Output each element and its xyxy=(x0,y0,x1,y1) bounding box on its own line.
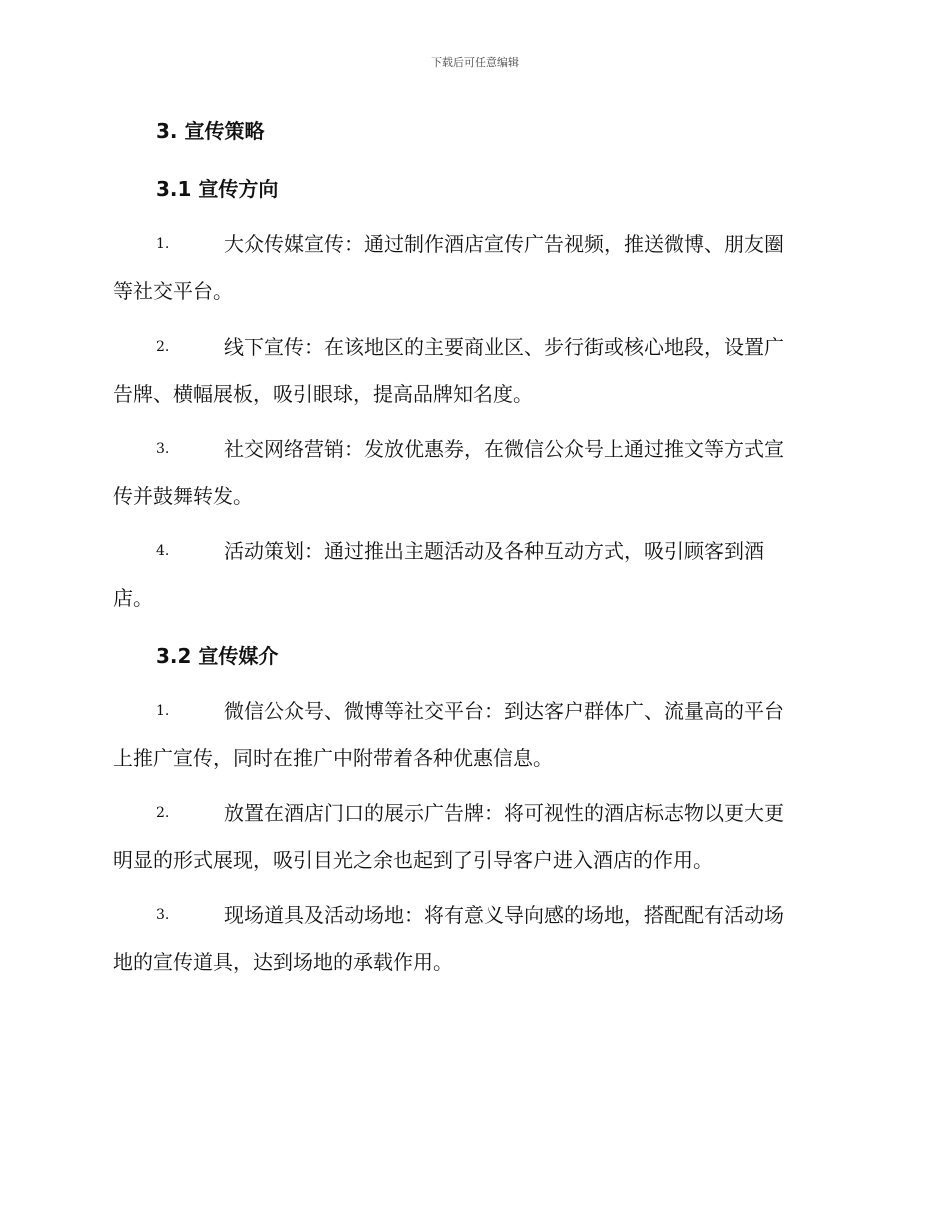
list-item xyxy=(113,221,833,315)
subsection-title-media: 3.2 宣传媒介 xyxy=(156,644,279,668)
list-item-text: 社交网络营销：发放优惠券，在微信公众号上通过推文等方式宣 xyxy=(224,437,784,461)
list-item-text: 现场道具及活动场地：将有意义导向感的场地，搭配配有活动场 xyxy=(224,903,784,927)
list-item-text-continued: 告牌、横幅展板，吸引眼球，提高品牌知名度。 xyxy=(113,382,533,406)
list-item-number: 4. xyxy=(156,543,170,559)
list-item xyxy=(113,324,833,418)
list-item-text-continued: 明显的形式展现，吸引目光之余也起到了引导客户进入酒店的作用。 xyxy=(113,848,713,872)
list-item-number: 2. xyxy=(156,339,170,355)
section-title: 3. 宣传策略 xyxy=(156,119,265,143)
list-item-text: 大众传媒宣传：通过制作酒店宣传广告视频，推送微博、朋友圈 xyxy=(224,232,784,256)
list-item xyxy=(113,790,833,884)
list-item xyxy=(113,892,833,986)
list-item xyxy=(113,426,833,520)
list-item-text: 放置在酒店门口的展示广告牌：将可视性的酒店标志物以更大更 xyxy=(224,801,784,825)
list-item-number: 3. xyxy=(156,441,170,457)
list-item-number: 2. xyxy=(156,805,170,821)
list-item xyxy=(113,528,833,622)
list-item-number: 1. xyxy=(156,703,170,719)
list-item xyxy=(113,688,833,782)
header-note: 下载后可任意编辑 xyxy=(431,56,519,69)
list-item-text: 活动策划：通过推出主题活动及各种互动方式，吸引顾客到酒 xyxy=(224,539,764,563)
list-item-number: 1. xyxy=(156,236,170,252)
list-item-text-continued: 地的宣传道具，达到场地的承载作用。 xyxy=(113,950,453,974)
list-item-text-continued: 等社交平台。 xyxy=(113,279,233,303)
list-item-text-continued: 传并鼓舞转发。 xyxy=(113,484,253,508)
list-item-number: 3. xyxy=(156,907,170,923)
list-item-text-continued: 上推广宣传，同时在推广中附带着各种优惠信息。 xyxy=(113,746,553,770)
list-item-text-continued: 店。 xyxy=(113,586,153,610)
list-item-text: 微信公众号、微博等社交平台：到达客户群体广、流量高的平台 xyxy=(224,699,784,723)
list-item-text: 线下宣传：在该地区的主要商业区、步行街或核心地段，设置广 xyxy=(224,335,784,359)
subsection-title-direction: 3.1 宣传方向 xyxy=(156,177,279,201)
